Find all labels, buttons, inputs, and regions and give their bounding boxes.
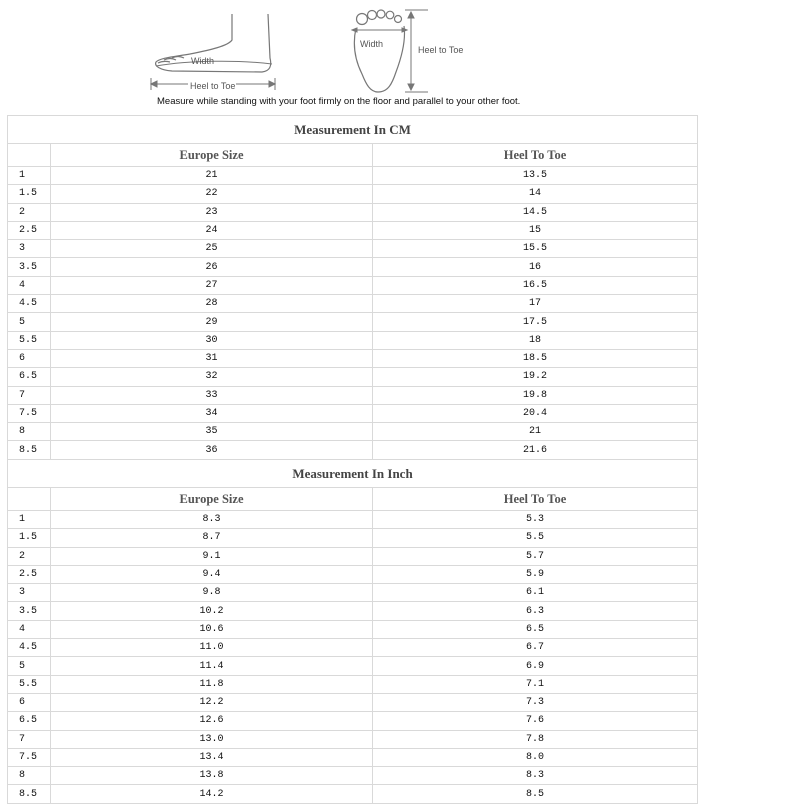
cm-europe-size-cell: 31 [51,349,373,367]
inch-size-table [7,459,698,804]
inch-heel-to-toe-cell: 7.3 [373,693,698,711]
cm-size-cell: 2 [8,203,51,221]
cm-heel-to-toe-cell: 14 [373,185,698,203]
table-row [8,620,698,638]
cm-heel-to-toe-cell: 18.5 [373,349,698,367]
inch-europe-size-cell: 9.8 [51,584,373,602]
inch-europe-size-cell: 14.2 [51,785,373,803]
inch-heel-to-toe-cell: 5.7 [373,547,698,565]
inch-size-cell: 3.5 [8,602,51,620]
inch-heel-to-toe-cell: 6.9 [373,657,698,675]
table-row [8,386,698,404]
cm-size-cell: 7.5 [8,404,51,422]
inch-size-cell: 4 [8,620,51,638]
inch-heel-to-toe-cell: 8.0 [373,748,698,766]
table-row [8,511,698,529]
inch-header-row [8,488,698,511]
inch-heel-to-toe-cell: 8.5 [373,785,698,803]
cm-size-cell: 3.5 [8,258,51,276]
table-row [8,331,698,349]
cm-size-cell: 3 [8,240,51,258]
cm-europe-size-cell: 23 [51,203,373,221]
cm-heel-to-toe-cell: 14.5 [373,203,698,221]
top-width-label: Width [360,39,384,49]
table-row [8,675,698,693]
table-row [8,295,698,313]
cm-heel-to-toe-cell: 17 [373,295,698,313]
table-row [8,693,698,711]
inch-size-cell: 8 [8,767,51,785]
cm-size-cell: 1.5 [8,185,51,203]
inch-europe-size-cell: 11.4 [51,657,373,675]
inch-size-cell: 4.5 [8,639,51,657]
cm-header-row [8,144,698,167]
inch-size-cell: 2 [8,547,51,565]
table-row [8,547,698,565]
table-row [8,240,698,258]
inch-heel-to-toe-cell: 5.9 [373,565,698,583]
cm-size-cell: 1 [8,167,51,185]
inch-heel-to-toe-cell: 6.5 [373,620,698,638]
cm-europe-size-cell: 22 [51,185,373,203]
table-row [8,221,698,239]
table-row [8,441,698,459]
cm-heel-to-toe-cell: 19.8 [373,386,698,404]
inch-heel-to-toe-cell: 6.7 [373,639,698,657]
table-row [8,349,698,367]
cm-europe-size-cell: 36 [51,441,373,459]
table-row [8,167,698,185]
cm-size-table [7,115,698,460]
inch-size-cell: 8.5 [8,785,51,803]
cm-heel-to-toe-cell: 19.2 [373,368,698,386]
inch-size-cell: 1 [8,511,51,529]
cm-europe-size-cell: 34 [51,404,373,422]
cm-size-cell: 8 [8,423,51,441]
inch-heel-to-toe-cell: 7.8 [373,730,698,748]
cm-europe-size-cell: 24 [51,221,373,239]
inch-heel-to-toe-cell: 6.1 [373,584,698,602]
table-row [8,639,698,657]
cm-europe-size-cell: 29 [51,313,373,331]
inch-size-cell: 2.5 [8,565,51,583]
cm-europe-size-cell: 30 [51,331,373,349]
inch-table-body [8,460,698,804]
table-row [8,785,698,803]
top-heel-label: Heel to Toe [418,45,464,55]
cm-heel-to-toe-cell: 13.5 [373,167,698,185]
cm-size-cell: 7 [8,386,51,404]
cm-heel-to-toe-cell: 20.4 [373,404,698,422]
cm-size-cell: 6 [8,349,51,367]
inch-heel-to-toe-cell: 5.5 [373,529,698,547]
inch-size-cell: 3 [8,584,51,602]
table-row [8,712,698,730]
inch-title-row [8,460,698,488]
cm-table-body [8,116,698,460]
table-row [8,258,698,276]
inch-heel-to-toe-cell: 7.1 [373,675,698,693]
inch-europe-size-cell: 10.2 [51,602,373,620]
inch-header-europe: Europe Size [51,488,373,511]
inch-europe-size-cell: 8.3 [51,511,373,529]
inch-europe-size-cell: 10.6 [51,620,373,638]
inch-europe-size-cell: 9.1 [51,547,373,565]
cm-heel-to-toe-cell: 21 [373,423,698,441]
inch-header-size [8,488,51,511]
table-row [8,203,698,221]
cm-europe-size-cell: 28 [51,295,373,313]
table-row [8,748,698,766]
inch-size-cell: 7.5 [8,748,51,766]
inch-size-cell: 7 [8,730,51,748]
table-row [8,730,698,748]
cm-europe-size-cell: 33 [51,386,373,404]
inch-size-cell: 6 [8,693,51,711]
cm-europe-size-cell: 26 [51,258,373,276]
cm-header-europe: Europe Size [51,144,373,167]
table-row [8,529,698,547]
inch-europe-size-cell: 12.2 [51,693,373,711]
inch-europe-size-cell: 13.8 [51,767,373,785]
cm-heel-to-toe-cell: 15 [373,221,698,239]
cm-size-cell: 5.5 [8,331,51,349]
inch-europe-size-cell: 11.0 [51,639,373,657]
table-row [8,276,698,294]
cm-size-cell: 4 [8,276,51,294]
cm-europe-size-cell: 25 [51,240,373,258]
inch-size-cell: 5 [8,657,51,675]
cm-size-cell: 5 [8,313,51,331]
inch-europe-size-cell: 9.4 [51,565,373,583]
cm-heel-to-toe-cell: 21.6 [373,441,698,459]
inch-heel-to-toe-cell: 8.3 [373,767,698,785]
table-row [8,767,698,785]
inch-europe-size-cell: 13.4 [51,748,373,766]
inch-heel-to-toe-cell: 5.3 [373,511,698,529]
inch-table-title: Measurement In Inch [8,460,698,488]
cm-heel-to-toe-cell: 18 [373,331,698,349]
inch-europe-size-cell: 8.7 [51,529,373,547]
table-row [8,565,698,583]
cm-header-heel: Heel To Toe [373,144,698,167]
table-row [8,404,698,422]
table-row [8,602,698,620]
inch-header-heel: Heel To Toe [373,488,698,511]
cm-heel-to-toe-cell: 16.5 [373,276,698,294]
table-row [8,423,698,441]
inch-europe-size-cell: 13.0 [51,730,373,748]
cm-size-cell: 6.5 [8,368,51,386]
inch-size-cell: 5.5 [8,675,51,693]
cm-europe-size-cell: 21 [51,167,373,185]
cm-header-size [8,144,51,167]
inch-size-cell: 1.5 [8,529,51,547]
table-row [8,657,698,675]
table-row [8,185,698,203]
cm-heel-to-toe-cell: 17.5 [373,313,698,331]
table-row [8,313,698,331]
cm-size-cell: 2.5 [8,221,51,239]
cm-europe-size-cell: 27 [51,276,373,294]
inch-heel-to-toe-cell: 7.6 [373,712,698,730]
table-row [8,584,698,602]
inch-europe-size-cell: 11.8 [51,675,373,693]
inch-europe-size-cell: 12.6 [51,712,373,730]
foot-measurement-illustration [0,0,800,112]
cm-title-row [8,116,698,144]
cm-heel-to-toe-cell: 15.5 [373,240,698,258]
top-width-line [352,28,407,32]
inch-heel-to-toe-cell: 6.3 [373,602,698,620]
cm-size-cell: 8.5 [8,441,51,459]
cm-size-cell: 4.5 [8,295,51,313]
side-heel-label: Heel to Toe [190,81,236,91]
cm-europe-size-cell: 32 [51,368,373,386]
cm-table-title: Measurement In CM [8,116,698,144]
cm-heel-to-toe-cell: 16 [373,258,698,276]
side-width-label: Width [191,56,215,66]
table-row [8,368,698,386]
inch-size-cell: 6.5 [8,712,51,730]
top-foot-icon [354,10,404,92]
measurement-instruction: Measure while standing with your foot firmly on the floor and parallel to your other foot. [157,96,521,107]
cm-europe-size-cell: 35 [51,423,373,441]
